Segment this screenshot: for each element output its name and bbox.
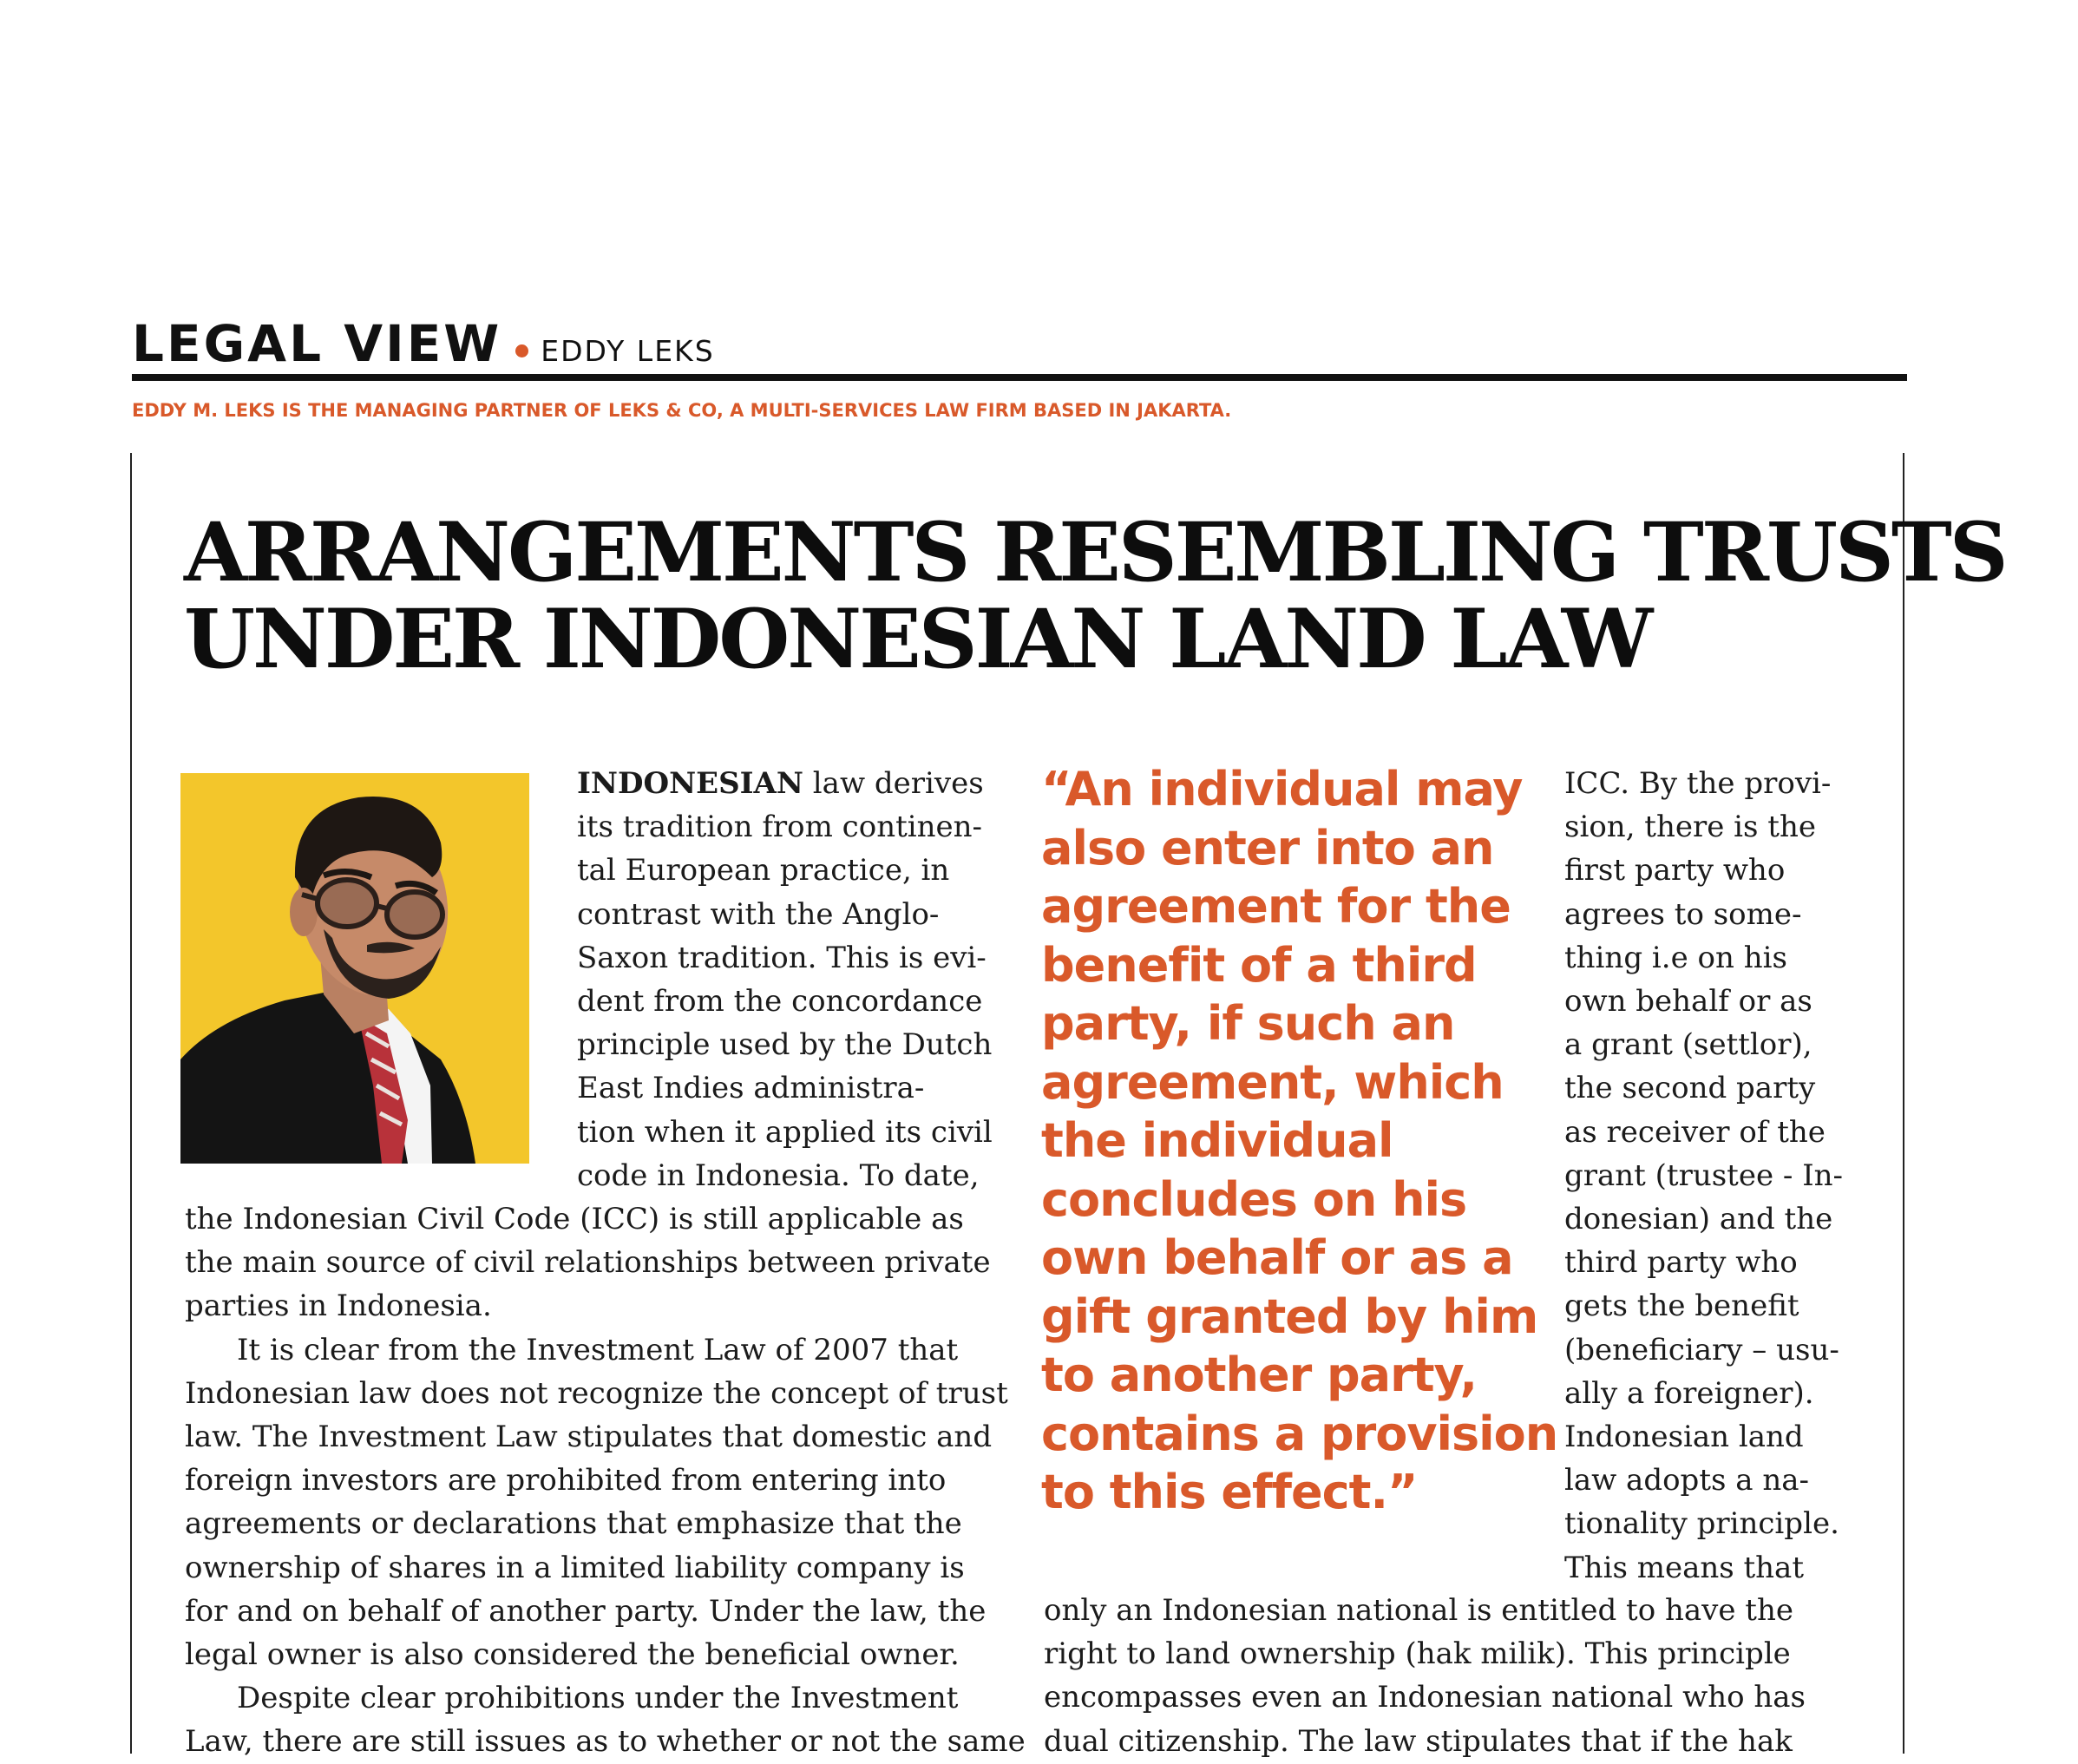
body-line: only an Indonesian national is entitled to have the <box>1044 1593 1793 1628</box>
body-line: agrees to some- <box>1564 896 1802 932</box>
body-line: its tradition from continen- <box>577 810 983 845</box>
body-line: East Indies administra- <box>577 1071 925 1106</box>
headline-line: ARRANGEMENTS RESEMBLING TRUSTS <box>184 505 2006 600</box>
pull-quote-line: to this effect.” <box>1041 1465 1418 1519</box>
body-line: law. The Investment Law stipulates that domestic and <box>185 1420 993 1455</box>
body-line: legal owner is also considered the beneficial owner. <box>185 1637 960 1673</box>
article-body-column-1-continued <box>185 1197 1026 1764</box>
pull-quote-line: concludes on his <box>1041 1171 1467 1227</box>
body-line: tionality principle. <box>1564 1506 1839 1542</box>
body-line: law adopts a na- <box>1564 1463 1809 1498</box>
frame-left-border <box>130 453 132 1754</box>
body-line: contrast with the Anglo- <box>577 896 940 932</box>
body-line: as receiver of the <box>1564 1114 1826 1150</box>
body-line: gets the benefit <box>1564 1289 1799 1324</box>
pull-quote-line: benefit of a third <box>1041 937 1477 993</box>
article-headline <box>184 505 2006 687</box>
body-line: grant (trustee - In- <box>1564 1157 1844 1193</box>
body-line: Indonesian law does not recognize the concept of trust <box>185 1375 1008 1411</box>
section-header <box>132 314 715 373</box>
body-line: donesian) and the <box>1564 1202 1833 1237</box>
body-line: It is clear from the Investment Law of 2007 that <box>237 1332 959 1367</box>
pull-quote-line: agreement for the <box>1041 879 1511 934</box>
section-label: LEGAL VIEW <box>132 314 502 373</box>
pull-quote-line: also enter into an <box>1041 820 1494 875</box>
pull-quote-line: the individual <box>1041 1113 1393 1168</box>
body-line: right to land ownership (hak milik). This principle <box>1044 1636 1791 1672</box>
author-portrait-illustration <box>180 773 529 1164</box>
body-line: thing i.e on his <box>1564 940 1787 975</box>
author-name: EDDY LEKS <box>541 334 715 368</box>
pull-quote-line: to another party, <box>1041 1348 1478 1402</box>
article-body-column-3 <box>1564 762 1843 1590</box>
body-line: the main source of civil relationships between private <box>185 1245 991 1281</box>
body-line: tal European practice, in <box>577 853 950 889</box>
bullet-dot-icon <box>515 344 528 357</box>
body-line: Despite clear prohibitions under the Investment <box>237 1681 959 1716</box>
body-line: code in Indonesia. To date, <box>577 1157 980 1193</box>
body-line: dent from the concordance <box>577 984 983 1020</box>
body-line: law derives <box>803 766 984 801</box>
body-line: third party who <box>1564 1245 1798 1281</box>
body-line: (beneficiary – usu- <box>1564 1332 1839 1367</box>
body-line: ownership of shares in a limited liability company is <box>185 1550 965 1585</box>
pull-quote-line: party, if such an <box>1041 996 1455 1051</box>
body-line: the Indonesian Civil Code (ICC) is still applicable as <box>185 1202 964 1236</box>
pull-quote <box>1041 760 1557 1522</box>
author-bio: EDDY M. LEKS IS THE MANAGING PARTNER OF LEKS & CO, A MULTI-SERVICES LAW FIRM BASED IN JAKARTA. <box>132 400 1232 421</box>
article-body-column-2-continued <box>1044 1589 1806 1763</box>
body-line: tion when it applied its civil <box>577 1114 993 1150</box>
body-line: foreign investors are prohibited from entering into <box>185 1463 947 1498</box>
body-line: own behalf or as <box>1564 984 1813 1020</box>
lead-word: INDONESIAN <box>577 766 803 801</box>
header-rule <box>132 374 1907 381</box>
body-line: ICC. By the provi- <box>1564 766 1832 801</box>
pull-quote-line: own behalf or as a <box>1041 1230 1513 1285</box>
body-line: Saxon tradition. This is evi- <box>577 940 987 975</box>
article-body-column-1 <box>577 762 993 1197</box>
body-line: Law, there are still issues as to whether or not the same <box>185 1724 1026 1760</box>
body-line: Indonesian land <box>1564 1420 1804 1455</box>
body-line: encompasses even an Indonesian national who has <box>1044 1680 1806 1715</box>
body-line: dual citizenship. The law stipulates that if the hak <box>1044 1723 1793 1759</box>
body-line: sion, there is the <box>1564 810 1816 845</box>
body-line: agreements or declarations that emphasize that the <box>185 1506 962 1542</box>
body-line: principle used by the Dutch <box>577 1027 993 1063</box>
pull-quote-line: “An individual may <box>1041 762 1523 816</box>
headline-line: UNDER INDONESIAN LAND LAW <box>184 592 1651 687</box>
pull-quote-line: gift granted by him <box>1041 1289 1538 1344</box>
body-line: the second party <box>1564 1071 1816 1106</box>
body-line: first party who <box>1564 853 1786 889</box>
body-line: for and on behalf of another party. Under the law, the <box>185 1593 987 1629</box>
pull-quote-line: contains a provision <box>1041 1406 1558 1461</box>
body-line: ally a foreigner). <box>1564 1375 1814 1411</box>
body-line: parties in Indonesia. <box>185 1289 492 1324</box>
body-line: a grant (settlor), <box>1564 1027 1813 1063</box>
author-portrait <box>180 773 529 1164</box>
body-line: This means that <box>1564 1550 1804 1585</box>
pull-quote-line: agreement, which <box>1041 1054 1504 1110</box>
